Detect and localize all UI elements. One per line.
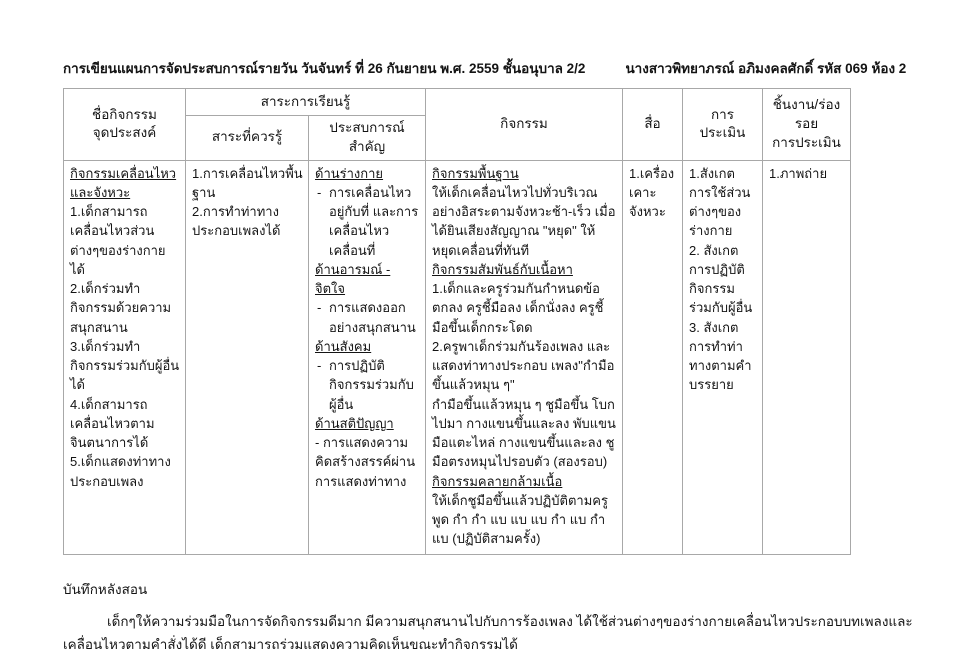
cell-key-experience <box>309 160 426 555</box>
header-evidence <box>763 89 851 161</box>
cell-evidence <box>763 160 851 555</box>
experience-item: - การเคลื่อนไหวอยู่กับที่ และการเคลื่อนไหวเคลื่อนที่ <box>315 183 420 260</box>
media-item: 1.เครื่องเคาะจังหวะ <box>629 165 675 220</box>
activity-paragraph: กำมือขึ้นแล้วหมุน ๆ ชูมือขึ้น โบกไปมา กางแขนขึ้นและลง พับแขนมือแตะไหล่ กางแขนขึ้นและลง ชูมือตรงหมุนไปรอบตัว (สองรอบ) <box>432 396 616 470</box>
objective-item: 3.เด็กร่วมทำกิจกรรมร่วมกับผู้อื่นได้ <box>70 338 180 393</box>
header-assessment-line1: การ <box>710 106 734 122</box>
header-activity-name <box>64 89 186 161</box>
experience-section-heading: ด้านร่างกาย <box>315 165 384 181</box>
objective-item: 2.เด็กร่วมทำกิจกรรมด้วยความสนุกสนาน <box>70 281 172 335</box>
document-title-right: นางสาวพิทยาภรณ์ อภิมงคลศักดิ์ รหัส 069 ห้อง 2 <box>625 61 907 76</box>
cell-objectives <box>64 160 186 555</box>
post-teaching-heading: บันทึกหลังสอน <box>63 582 148 598</box>
cell-assessment <box>683 160 763 555</box>
header-key-experience: ประสบการณ์สำคัญ <box>309 116 426 161</box>
activity-paragraph: 2.ครูพาเด็กร่วมกันร้องเพลง และแสดงท่าทางประกอบ เพลง"กำมือขึ้นแล้วหมุน ๆ" <box>432 338 615 393</box>
header-evidence-line2: การประเมิน <box>772 134 841 150</box>
assessment-item: 3. สังเกตการทำท่าทางตามคำบรรยาย <box>689 319 752 393</box>
objective-item: 5.เด็กแสดงท่าทางประกอบเพลง <box>70 454 171 489</box>
content-item: 2.การทำท่าทางประกอบเพลงได้ <box>192 204 281 239</box>
header-media: สื่อ <box>623 89 683 161</box>
header-assessment <box>683 89 763 161</box>
header-assessment-line2: ประเมิน <box>699 125 746 141</box>
lesson-plan-table <box>63 88 851 555</box>
activity-paragraph: ให้เด็กชูมือขึ้นแล้วปฏิบัติตามครูพูด กำ กำ แบ แบ แบ กำ แบ กำ แบ (ปฏิบัติสามครั้ง) <box>432 492 608 547</box>
objective-item: 1.เด็กสามารถเคลื่อนไหวส่วนต่างๆของร่างกายได้ <box>70 204 166 277</box>
experience-section-heading: ด้านอารมณ์ - จิตใจ <box>315 261 391 297</box>
experience-section-heading: ด้านสังคม <box>315 338 372 354</box>
cell-content-to-know <box>186 160 309 555</box>
assessment-item: 2. สังเกตการปฏิบัติกิจกรรมร่วมกับผู้อื่น <box>689 242 753 316</box>
assessment-item: 1.สังเกตการใช้ส่วนต่างๆของร่างกาย <box>689 165 751 239</box>
experience-item: - การแสดงความคิดสร้างสรรค์ผ่านการแสดงท่าทาง <box>315 435 416 489</box>
header-learning-content: สาระการเรียนรู้ <box>186 89 426 116</box>
header-activities: กิจกรรม <box>426 89 623 161</box>
experience-item: - การแสดงออกอย่างสนุกสนาน <box>315 298 420 336</box>
activity-paragraph: ให้เด็กเคลื่อนไหวไปทั่วบริเวณ อย่างอิสระตามจังหวะช้า-เร็ว เมื่อได้ยินเสียงสัญญาณ "หยุด" ให้หยุดเคลื่อนที่ทันที <box>432 185 616 258</box>
header-activity-name-line2: จุดประสงค์ <box>92 125 157 141</box>
header-activity-name-line1: ชื่อกิจกรรม <box>92 106 157 122</box>
experience-item: - การปฏิบัติกิจกรรมร่วมกับผู้อื่น <box>315 356 420 414</box>
experience-section-heading: ด้านสติปัญญา <box>315 415 394 431</box>
header-evidence-line1: ชิ้นงาน/ร่องรอย <box>772 97 841 131</box>
content-item: 1.การเคลื่อนไหวพื้นฐาน <box>192 165 303 201</box>
activity-paragraph: 1.เด็กและครูร่วมกันกำหนดข้อตกลง ครูชี้มือลง เด็กนั่งลง ครูชี้มือขึ้นเด็กกระโดด <box>432 281 604 335</box>
objective-title: กิจกรรมเคลื่อนไหวและจังหวะ <box>70 165 177 201</box>
post-teaching-note: เด็กๆให้ความร่วมมือในการจัดกิจกรรมดีมาก มีความสนุกสนานไปกับการร้องเพลง ได้ใช้ส่วนต่างๆของร่างกายเคลื่อนไหวประกอบบทเพลงและเคลื่อนไหวตามคำสั่งได้ดี เด็กสามารถร่วมแสดงความคิดเห็นขณะทำกิจกรรมได้ <box>63 614 913 652</box>
activity-section-heading: กิจกรรมคลายกล้ามเนื้อ <box>432 473 563 489</box>
header-content-to-know: สาระที่ควรรู้ <box>186 116 309 161</box>
cell-activities <box>426 160 623 555</box>
evidence-item: 1.ภาพถ่าย <box>769 165 828 181</box>
cell-media <box>623 160 683 555</box>
document-title-left: การเขียนแผนการจัดประสบการณ์รายวัน วันจันทร์ ที่ 26 กันยายน พ.ศ. 2559 ชั้นอนุบาล 2/2 <box>63 61 586 76</box>
activity-section-heading: กิจกรรมพื้นฐาน <box>432 165 519 181</box>
table-header-row-1 <box>64 89 851 116</box>
activity-section-heading: กิจกรรมสัมพันธ์กับเนื้อหา <box>432 261 573 277</box>
objective-item: 4.เด็กสามารถเคลื่อนไหวตามจินตนาการได้ <box>70 396 155 451</box>
document-title <box>63 57 930 79</box>
table-body-row <box>64 160 851 555</box>
